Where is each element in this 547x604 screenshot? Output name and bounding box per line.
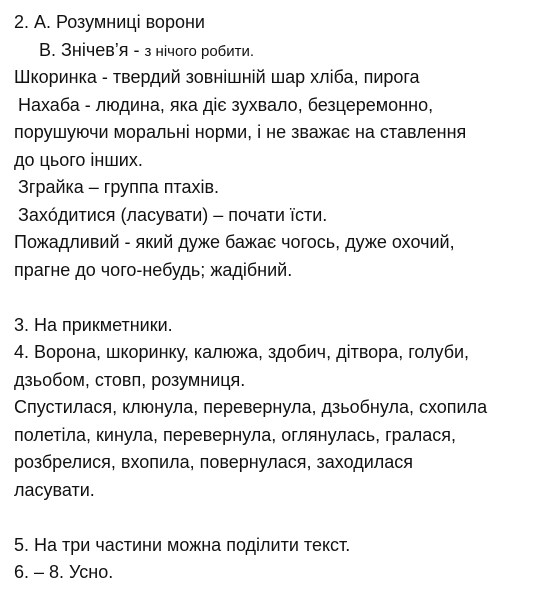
answer-4-nouns-line-2: дзьобом, стовп, розумниця. (14, 370, 246, 390)
answer-4-verbs-line-1: Спустилася, клюнула, перевернула, дзьобнула, схопила (14, 397, 488, 417)
answer-4-verbs-line-2: полетіла, кинула, перевернула, оглянулась, гралася, (14, 425, 456, 445)
answer-6-8: 6. – 8. Усно. (14, 562, 114, 582)
answer-3: 3. На прикметники. (14, 315, 173, 335)
definition-nakhaba-line-1: Нахаба - людина, яка діє зухвало, безцеремонно, (18, 95, 434, 115)
definition-shkorynka: Шкоринка - твердий зовнішній шар хліба, пирога (14, 67, 420, 87)
definition-nakhaba-line-3: до цього інших. (14, 150, 143, 170)
answer-4-verbs-line-4: ласувати. (14, 480, 95, 500)
answer-4-nouns-line-1: 4. Ворона, шкоринку, калюжа, здобич, дітвора, голуби, (14, 342, 470, 362)
answer-2b-definition: з нічого робити. (144, 43, 255, 60)
definition-zghraika: Зграйка – группа птахів. (18, 177, 220, 197)
answer-4-verbs-line-3: розбрелися, вхопила, повернулася, заходилася (14, 452, 414, 472)
definition-pozhadlyvyi-line-1: Пожадливий - який дуже бажає чогось, дуже охочий, (14, 232, 455, 252)
definition-zakhodytysia: Захóдитися (ласувати) – почати їсти. (18, 205, 328, 225)
answer-2a: 2. А. Розумниці ворони (14, 12, 205, 32)
definition-pozhadlyvyi-line-2: прагне до чого-небудь; жадібний. (14, 260, 293, 280)
answer-5: 5. На три частини можна поділити текст. (14, 535, 351, 555)
answer-2b-label: В. Знічев’я - (39, 40, 145, 60)
answer-2b (39, 38, 254, 62)
definition-nakhaba-line-2: порушуючи моральні норми, і не зважає на ставлення (14, 122, 467, 142)
